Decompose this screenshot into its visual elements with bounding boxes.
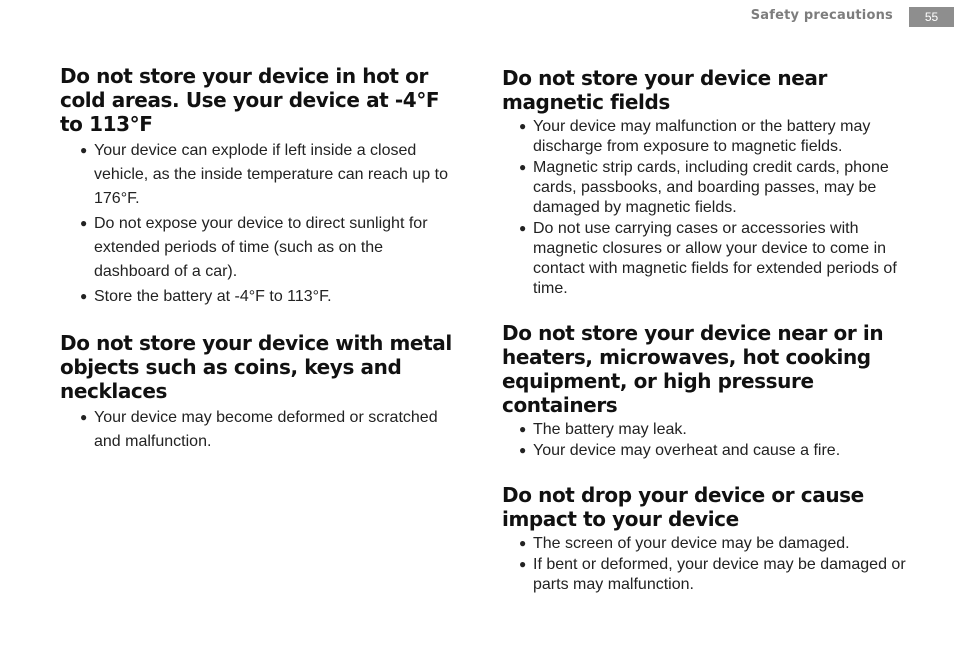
list-item: ● Your device may become deformed or scratched and malfunction. xyxy=(78,405,460,454)
list-item: ● Do not expose your device to direct sunlight for extended periods of time (such as on the dashboard of a car). xyxy=(78,211,460,284)
bullet-icon: ● xyxy=(80,216,88,230)
section-heading: Do not store your device with metal objects such as coins, keys and necklaces xyxy=(60,331,452,403)
bullet-icon: ● xyxy=(519,160,527,174)
section-drop-impact xyxy=(502,483,907,595)
bullet-icon: ● xyxy=(80,143,88,157)
list-item: ● Store the battery at -4°F to 113°F. xyxy=(78,284,460,309)
bullet-list xyxy=(502,116,907,299)
header-section-title: Safety precautions xyxy=(750,8,893,23)
bullet-icon: ● xyxy=(80,289,88,303)
bullet-icon: ● xyxy=(519,221,527,235)
list-item: ● Do not use carrying cases or accessories with magnetic closures or allow your device to come in contact with magnetic fields for extended periods of time. xyxy=(519,220,897,297)
page-number: 55 xyxy=(909,7,954,27)
list-item: ● Your device can explode if left inside a closed vehicle, as the inside temperature can reach up to 176°F. xyxy=(78,138,460,211)
section-heaters xyxy=(502,321,907,461)
bullet-icon: ● xyxy=(519,443,527,457)
section-hot-cold xyxy=(60,64,460,309)
bullet-list xyxy=(60,405,460,454)
bullet-list xyxy=(502,533,907,595)
list-item: ● Your device may malfunction or the battery may discharge from exposure to magnetic fields. xyxy=(519,118,871,155)
list-item: ● The screen of your device may be damaged. xyxy=(519,535,850,552)
bullet-list xyxy=(502,419,907,461)
right-column xyxy=(502,66,907,595)
bullet-icon: ● xyxy=(519,536,527,550)
bullet-icon: ● xyxy=(519,422,527,436)
bullet-icon: ● xyxy=(519,557,527,571)
section-heading: Do not store your device near magnetic fields xyxy=(502,66,827,114)
list-item: ● Your device may overheat and cause a fire. xyxy=(519,442,841,459)
section-heading: Do not store your device near or in heaters, microwaves, hot cooking equipment, or high pressure containers xyxy=(502,321,884,417)
section-magnetic-fields xyxy=(502,66,907,299)
list-item: ● Magnetic strip cards, including credit cards, phone cards, passbooks, and boarding passes, may be damaged by magnetic fields. xyxy=(519,159,889,216)
bullet-icon: ● xyxy=(519,119,527,133)
bullet-icon: ● xyxy=(80,410,88,424)
list-item: ● The battery may leak. xyxy=(519,421,687,438)
list-item: ● If bent or deformed, your device may be damaged or parts may malfunction. xyxy=(519,556,906,593)
section-heading: Do not store your device in hot or cold areas. Use your device at -4°F to 113°F xyxy=(60,64,440,136)
section-heading: Do not drop your device or cause impact to your device xyxy=(502,483,864,531)
section-metal-objects xyxy=(60,331,460,454)
left-column xyxy=(60,64,460,454)
bullet-list xyxy=(60,138,460,309)
